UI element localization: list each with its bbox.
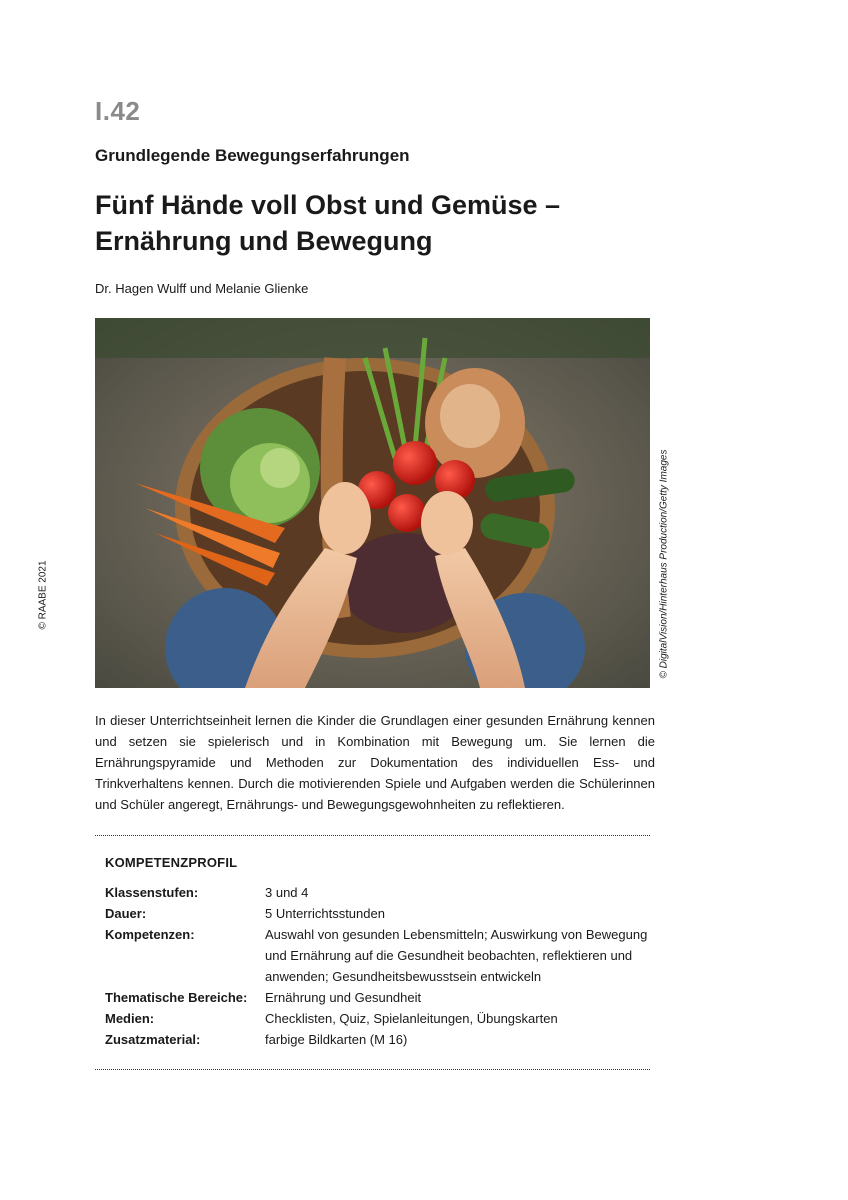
photo-credit-text: © DigitalVision/Hinterhaus Production/Getty Images xyxy=(658,449,670,679)
cover-photo xyxy=(95,318,650,688)
profile-row xyxy=(105,924,650,987)
profile-value: farbige Bildkarten (M 16) xyxy=(265,1032,408,1047)
copyright-note xyxy=(36,560,50,630)
divider-bottom xyxy=(95,1069,650,1070)
competence-profile-table xyxy=(105,882,650,1050)
divider-top xyxy=(95,835,650,836)
profile-label: Medien: xyxy=(105,1011,155,1026)
profile-label: Dauer: xyxy=(105,906,147,921)
profile-value: Checklisten, Quiz, Spielanleitungen, Übungskarten xyxy=(265,1011,558,1026)
profile-value: Auswahl von gesunden Lebensmitteln; Auswirkung von Bewegung und Ernährung auf die Gesundheit beobachten, reflektieren und anwenden; Gesundheitsbewusstsein entwickeln xyxy=(265,927,648,984)
profile-row xyxy=(105,987,650,1008)
profile-value: Ernährung und Gesundheit xyxy=(265,990,422,1005)
profile-row xyxy=(105,1029,650,1050)
profile-label: Kompetenzen: xyxy=(105,927,195,942)
profile-row xyxy=(105,903,650,924)
profile-label: Zusatzmaterial: xyxy=(105,1032,201,1047)
profile-row xyxy=(105,1008,650,1029)
photo-credit xyxy=(657,440,671,688)
profile-value: 3 und 4 xyxy=(265,885,309,900)
profile-heading: KOMPETENZPROFIL xyxy=(105,855,238,870)
unit-number: I.42 xyxy=(95,96,141,126)
profile-label: Klassenstufen: xyxy=(105,885,199,900)
section-title: Grundlegende Bewegungserfahrungen xyxy=(95,146,410,165)
authors: Dr. Hagen Wulff und Melanie Glienke xyxy=(95,281,309,296)
profile-row xyxy=(105,882,650,903)
profile-label: Thematische Bereiche: xyxy=(105,990,248,1005)
intro-paragraph: In dieser Unterrichtseinheit lernen die Kinder die Grundlagen einer gesunden Ernährung kennen und setzen sie spielerisch und in Kombination mit Bewegung um. Sie lernen die Ernährungspyramide und Methoden zur Dokumentation des individuellen Ess- und Trinkverhaltens kennen. Durch die motivierenden Spiele und Aufgaben werden die Schülerinnen und Schüler angeregt, Ernährungs- und Bewegungsgewohnheiten zu reflektieren. xyxy=(95,713,655,812)
page-title: Fünf Hände voll Obst und Gemüse – Ernährung und Bewegung xyxy=(95,190,561,256)
copyright-text: © RAABE 2021 xyxy=(37,560,49,630)
profile-value: 5 Unterrichtsstunden xyxy=(265,906,385,921)
